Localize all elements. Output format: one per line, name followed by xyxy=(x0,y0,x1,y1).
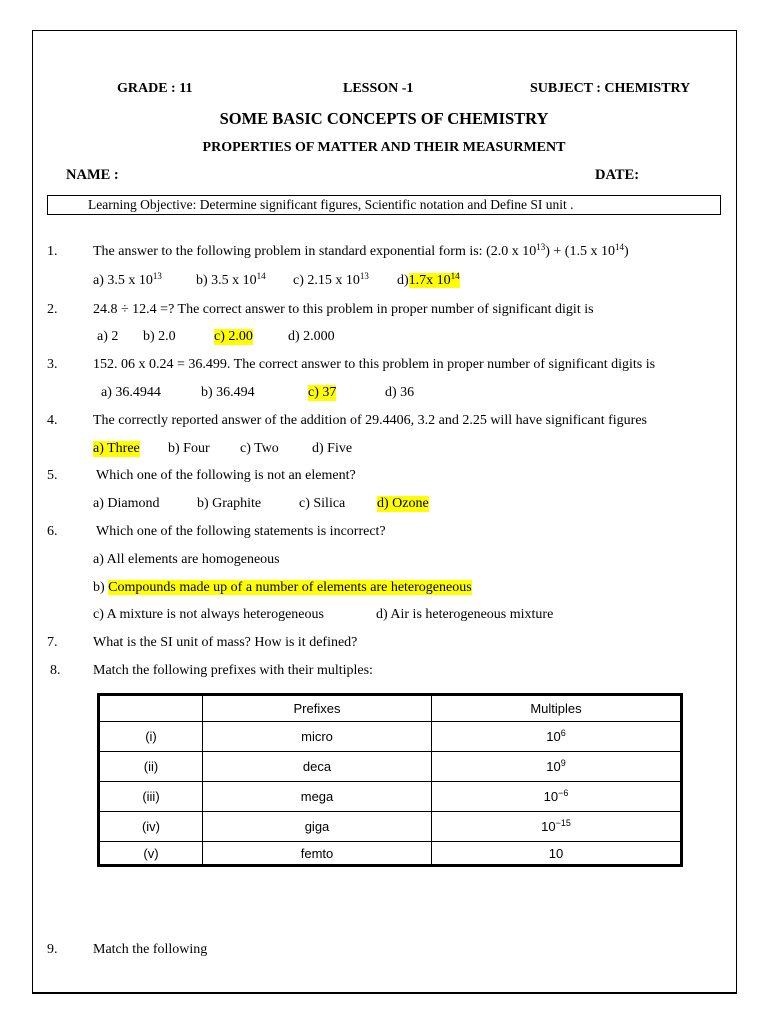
roman-cell: (iv) xyxy=(100,812,203,842)
option-d[interactable]: d) Five xyxy=(312,441,353,456)
multiple-cell: $10^6$ xyxy=(432,722,681,752)
question-text: Which one of the following is not an element? xyxy=(96,468,356,483)
prefix-table xyxy=(99,695,681,865)
question-text: What is the SI unit of mass? How is it defined? xyxy=(93,635,358,650)
question-text: Match the following prefixes with their multiples: xyxy=(93,663,373,678)
prefix-cell: deca xyxy=(203,752,432,782)
option-c[interactable]: c) 2.15 x $10^{13}$ xyxy=(293,271,369,288)
date-label: DATE: xyxy=(595,167,640,183)
question-number: 1. xyxy=(47,244,58,259)
prefix-cell: mega xyxy=(203,782,432,812)
option-c[interactable]: c) Two xyxy=(240,441,279,456)
page-border-bottom xyxy=(32,992,737,995)
question-number: 5. xyxy=(47,468,58,483)
question-number: 8. xyxy=(50,663,61,678)
option-d[interactable]: d) 2.000 xyxy=(288,329,335,344)
option-c[interactable]: c) 37 xyxy=(308,385,337,400)
option-a[interactable]: a) 36.4944 xyxy=(101,385,161,400)
table-row xyxy=(100,722,681,752)
question-text: Match the following xyxy=(93,942,208,957)
option-c[interactable]: c) A mixture is not always heterogeneous xyxy=(93,607,324,622)
option-d[interactable]: d) Ozone xyxy=(377,496,429,511)
roman-cell: (ii) xyxy=(100,752,203,782)
question-number: 3. xyxy=(47,357,58,372)
subject-label: SUBJECT : CHEMISTRY xyxy=(530,81,691,96)
learning-objective: Learning Objective: Determine significant figures, Scientific notation and Define SI unit . xyxy=(47,195,721,215)
option-d[interactable]: d) 36 xyxy=(385,385,415,400)
option-b[interactable]: b) 36.494 xyxy=(201,385,255,400)
question-text: 24.8 ÷ 12.4 =? The correct answer to this problem in proper number of significant digit is xyxy=(93,302,594,317)
option-b[interactable]: b) Four xyxy=(168,441,210,456)
table-row xyxy=(100,812,681,842)
question-text: 152. 06 x 0.24 = 36.499. The correct answer to this problem in proper number of significant digits is xyxy=(93,357,656,372)
table-header-row xyxy=(100,696,681,722)
option-b[interactable]: b) Compounds made up of a number of elements are heterogeneous xyxy=(93,580,472,595)
table-row xyxy=(100,782,681,812)
table-header-cell: Multiples xyxy=(432,696,681,722)
roman-cell: (i) xyxy=(100,722,203,752)
prefix-cell: micro xyxy=(203,722,432,752)
question-number: 4. xyxy=(47,413,58,428)
option-a[interactable]: a) Three xyxy=(93,441,140,456)
prefix-cell: femto xyxy=(203,842,432,865)
grade-label: GRADE : 11 xyxy=(117,81,193,96)
page-subtitle: PROPERTIES OF MATTER AND THEIR MEASURMENT xyxy=(202,140,566,155)
option-a[interactable]: a) All elements are homogeneous xyxy=(93,552,280,567)
option-b[interactable]: b) 2.0 xyxy=(143,329,176,344)
question-text: Which one of the following statements is incorrect? xyxy=(96,524,386,539)
question-number: 7. xyxy=(47,635,58,650)
multiple-cell: $10^9$ xyxy=(432,752,681,782)
option-a[interactable]: a) 2 xyxy=(97,329,119,344)
table-header-cell xyxy=(100,696,203,722)
roman-cell: (v) xyxy=(100,842,203,865)
multiple-cell: $10^{-15}$ xyxy=(432,812,681,842)
option-d[interactable]: d)1.7x $10^{14}$ xyxy=(397,271,460,288)
table-row xyxy=(100,842,681,865)
option-a[interactable]: a) 3.5 x $10^{13}$ xyxy=(93,271,162,288)
multiple-cell: $10^{-6}$ xyxy=(432,782,681,812)
question-number: 6. xyxy=(47,524,58,539)
question-number: 2. xyxy=(47,302,58,317)
multiple-cell: 10 xyxy=(432,842,681,865)
option-c[interactable]: c) 2.00 xyxy=(214,329,253,344)
name-label: NAME : xyxy=(66,167,119,183)
option-d[interactable]: d) Air is heterogeneous mixture xyxy=(376,607,554,622)
roman-cell: (iii) xyxy=(100,782,203,812)
prefix-cell: giga xyxy=(203,812,432,842)
question-text: The answer to the following problem in standard exponential form is: (2.0 x $10^{13}) + (1.5$ x $10^{14}$) xyxy=(93,242,629,259)
option-b[interactable]: b) Graphite xyxy=(197,496,262,511)
lesson-label: LESSON -1 xyxy=(343,81,414,96)
option-c[interactable]: c) Silica xyxy=(299,496,346,511)
page-title: SOME BASIC CONCEPTS OF CHEMISTRY xyxy=(219,109,549,128)
question-number: 9. xyxy=(47,942,58,957)
option-a[interactable]: a) Diamond xyxy=(93,496,160,511)
table-header-cell: Prefixes xyxy=(203,696,432,722)
table-row xyxy=(100,752,681,782)
question-text: The correctly reported answer of the addition of 29.4406, 3.2 and 2.25 will have significant figures xyxy=(93,413,648,428)
option-b[interactable]: b) 3.5 x $10^{14}$ xyxy=(196,271,266,288)
